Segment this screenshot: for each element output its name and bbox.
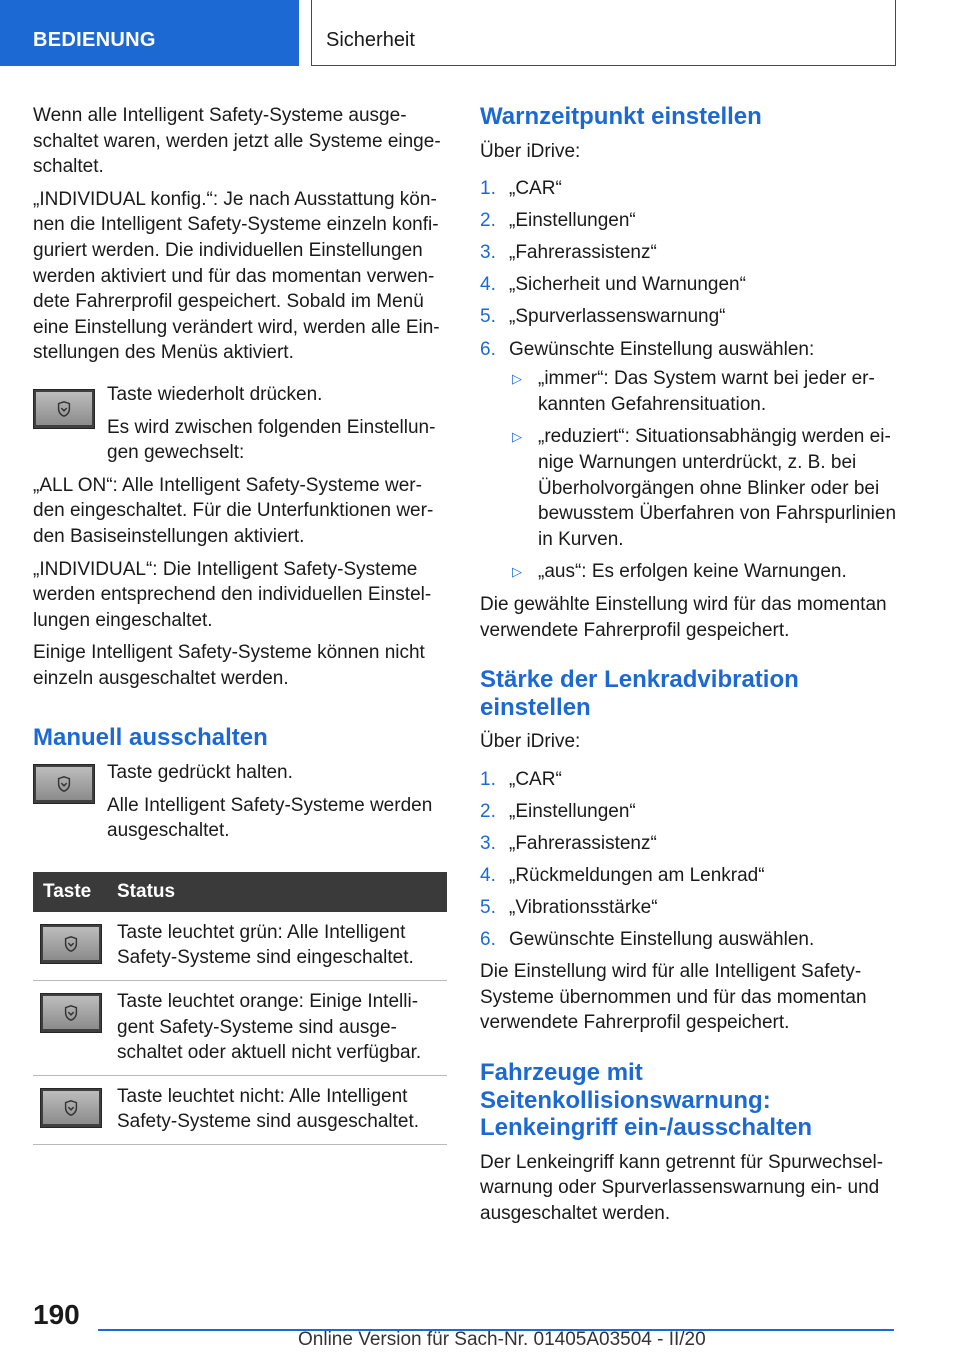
status-cell: Taste leuchtet nicht: Alle Intelligent Safety-Systeme sind ausgeschaltet. [117, 1075, 447, 1144]
list-item: 6. Gewünschte Einstellung auswählen: ▷ „immer“: Das System warnt bei jeder erkannten Gefahrensituation. ▷ „reduziert“: Situationsabhängig werden einige Warnungen unterdrückt, z. B. bei Überholvorgängen ohne Blinker oder bei bewusstem Überfahren von Fahrspurlinien in Kurven. ▷ „aus“: Es erfolgen keine Warnungen. [480, 337, 900, 585]
step-number: 6. [480, 338, 496, 360]
table-header-button: Taste [33, 872, 117, 912]
section-tab [0, 0, 299, 66]
steps-list-2 [480, 767, 900, 953]
paragraph: Über iDrive: [480, 731, 581, 753]
step-number: 1. [480, 178, 496, 200]
table-header-status: Status [117, 872, 447, 912]
paragraph: „INDIVIDUAL“: Die Intelligent Safety-Systeme werden entsprechend den individuellen Einstellungen eingeschaltet. [33, 558, 432, 631]
paragraph: Einige Intelligent Safety-Systeme können nicht einzeln ausgeschaltet werden. [33, 642, 425, 689]
left-column [33, 103, 447, 1145]
list-item: 3. „Fahrerassistenz“ [480, 831, 900, 857]
step-number: 4. [480, 274, 496, 296]
list-item: 1. „CAR“ [480, 176, 900, 202]
paragraph: Taste gedrückt halten. [107, 761, 293, 783]
list-item: 3. „Fahrerassistenz“ [480, 240, 900, 266]
heading-warning-time: Warnzeitpunkt einstellen [480, 103, 762, 130]
step-number: 2. [480, 800, 496, 822]
paragraph: Die gewählte Einstellung wird für das momentan verwendete Fahrerprofil gespeichert. [480, 593, 887, 641]
options-list [509, 366, 900, 585]
paragraph: Wenn alle Intelligent Safety-Systeme ausgeschaltet waren, werden jetzt alle Systeme eingeschaltet. [33, 105, 441, 178]
paragraph: Alle Intelligent Safety-Systeme werden ausgeschaltet. [107, 794, 433, 842]
steps-list-1 [480, 176, 900, 585]
table-row [33, 912, 447, 981]
list-item: 4. „Sicherheit und Warnungen“ [480, 272, 900, 298]
triangle-bullet-icon: ▷ [512, 564, 522, 580]
heading-steering-intervention: Fahrzeuge mit Seitenkollisionswarnung: Lenkeingriff ein-/ausschalten [480, 1059, 813, 1142]
paragraph: Taste wiederholt drücken. [107, 383, 323, 405]
list-item: 2. „Einstellungen“ [480, 799, 900, 825]
page-number: 190 [33, 1299, 80, 1330]
chapter-title: Sicherheit [326, 29, 415, 51]
paragraph: Die Einstellung wird für alle Intelligent Safety-Systeme übernommen und für das momentan verwendete Fahrerprofil gespeichert. [480, 961, 867, 1034]
table-row [33, 1075, 447, 1144]
paragraph: „ALL ON“: Alle Intelligent Safety-Systeme werden eingeschaltet. Für die Unterfunktionen werden Basiseinstellungen aktiviert. [33, 474, 434, 547]
paragraph: Der Lenkeingriff kann getrennt für Spurwechselwarnung oder Spurverlassenswarnung ein- und ausgeschaltet werden. [480, 1151, 884, 1224]
right-column [480, 103, 900, 1233]
triangle-bullet-icon: ▷ [512, 371, 522, 387]
paragraph: Es wird zwischen folgenden Einstellungen gewechselt: [107, 416, 436, 464]
option-item: ▷ „reduziert“: Situationsabhängig werden einige Warnungen unterdrückt, z. B. bei Überholvorgängen ohne Blinker oder bei bewusstem Überfahren von Fahrspurlinien in Kurven. [512, 426, 897, 550]
footer-online-version: Online Version für Sach-Nr. 01405A03504 - II/20 [298, 1329, 706, 1350]
list-item: 5. „Spurverlassenswarnung“ [480, 304, 900, 330]
table-row [33, 980, 447, 1075]
step-number: 3. [480, 832, 496, 854]
list-item: 4. „Rückmeldungen am Lenkrad“ [480, 863, 900, 889]
step-number: 3. [480, 242, 496, 264]
list-item: 1. „CAR“ [480, 767, 900, 793]
step-number: 5. [480, 306, 496, 328]
list-item: 6. Gewünschte Einstellung auswählen. [480, 927, 900, 953]
triangle-bullet-icon: ▷ [512, 429, 522, 445]
paragraph: „INDIVIDUAL konfig.“: Je nach Ausstattung können die Intelligent Safety-Systeme einzeln konfiguriert werden. Die individuellen Einstellungen werden aktiviert und für das momentan verwendete Fahrerprofil gespeichert. Sobald im Menü eine Einstellung verändert wird, werden alle Einstellungen des Menüs aktiviert. [33, 188, 440, 364]
option-item: ▷ „immer“: Das System warnt bei jeder erkannten Gefahrensituation. [512, 368, 875, 415]
intelligent-safety-button-icon [40, 1088, 102, 1128]
step-number: 5. [480, 897, 496, 919]
status-cell: Taste leuchtet orange: Einige Intelligent Safety-Systeme sind ausgeschaltet oder aktuell nicht verfügbar. [117, 980, 447, 1075]
intelligent-safety-button-icon [33, 764, 95, 804]
heading-manual-off: Manuell ausschalten [33, 724, 268, 752]
list-item: 2. „Einstellungen“ [480, 208, 900, 234]
option-item: ▷ „aus“: Es erfolgen keine Warnungen. [509, 559, 900, 585]
status-cell: Taste leuchtet grün: Alle Intelligent Safety-Systeme sind eingeschaltet. [117, 912, 447, 981]
chapter-tab [311, 0, 896, 66]
status-table [33, 872, 447, 1145]
intelligent-safety-button-icon [40, 993, 102, 1033]
heading-vibration: Stärke der Lenkradvibration einstellen [480, 666, 799, 721]
paragraph: Über iDrive: [480, 140, 581, 162]
list-item: 5. „Vibrationsstärke“ [480, 895, 900, 921]
intelligent-safety-button-icon [33, 389, 95, 429]
section-title: BEDIENUNG [33, 29, 156, 51]
step-number: 6. [480, 929, 496, 951]
step-number: 1. [480, 768, 496, 790]
button-instruction [33, 760, 447, 844]
intelligent-safety-button-icon [40, 924, 102, 964]
button-instruction [33, 382, 447, 466]
step-number: 4. [480, 864, 496, 886]
step-number: 2. [480, 210, 496, 232]
